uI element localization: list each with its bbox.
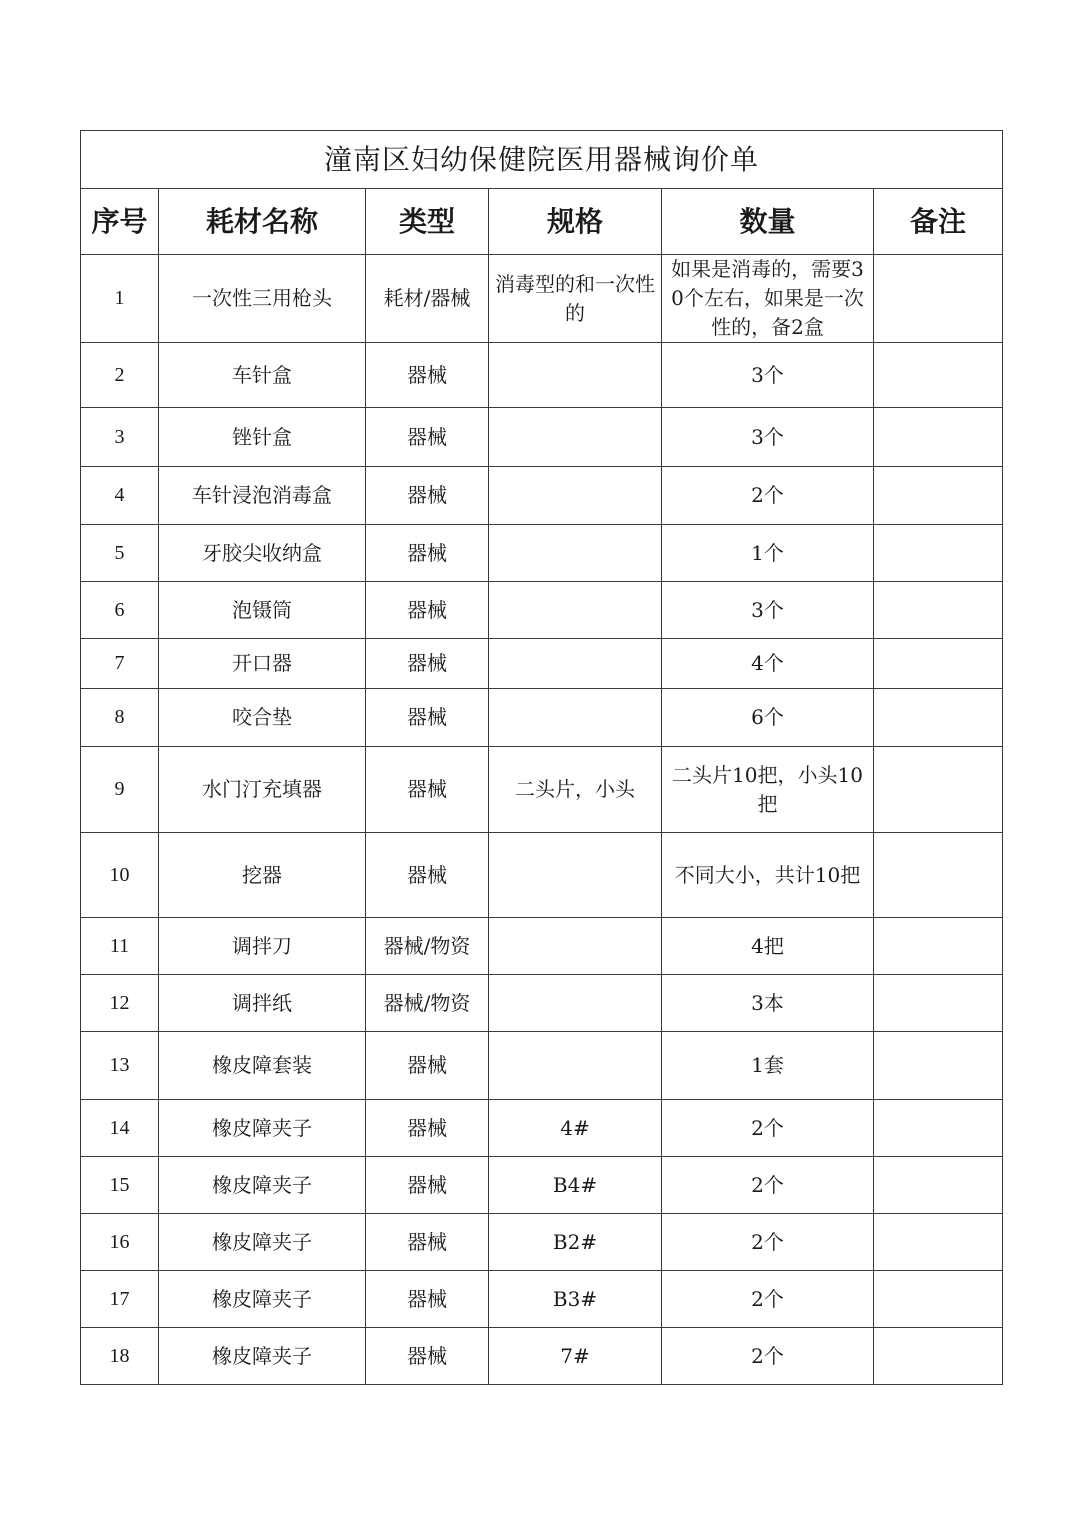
cell-spec: 7# [489,1328,662,1385]
cell-spec [489,639,662,689]
cell-note [874,1214,1003,1271]
table-row [81,408,1003,467]
cell-no: 5 [81,525,159,582]
cell-qty: 2个 [662,467,874,525]
cell-name: 泡镊筒 [159,582,366,639]
header-spec: 规格 [489,189,662,255]
cell-qty: 2个 [662,1100,874,1157]
inquiry-sheet [80,130,1002,1385]
cell-no: 6 [81,582,159,639]
cell-qty: 1个 [662,525,874,582]
cell-no: 4 [81,467,159,525]
cell-type: 器械 [366,343,489,408]
cell-note [874,1157,1003,1214]
cell-name: 咬合垫 [159,689,366,747]
cell-type: 器械 [366,1214,489,1271]
cell-no: 9 [81,747,159,833]
cell-note [874,408,1003,467]
inquiry-table [80,130,1003,1385]
cell-qty: 3个 [662,343,874,408]
cell-name: 橡皮障夹子 [159,1328,366,1385]
cell-no: 15 [81,1157,159,1214]
cell-name: 调拌纸 [159,975,366,1032]
header-note: 备注 [874,189,1003,255]
cell-no: 1 [81,255,159,343]
cell-qty: 二头片10把，小头10把 [662,747,874,833]
cell-name: 橡皮障夹子 [159,1214,366,1271]
cell-name: 锉针盒 [159,408,366,467]
cell-spec [489,689,662,747]
cell-note [874,747,1003,833]
cell-qty: 3个 [662,582,874,639]
table-row [81,343,1003,408]
cell-no: 16 [81,1214,159,1271]
cell-type: 耗材/器械 [366,255,489,343]
cell-note [874,1271,1003,1328]
cell-qty: 3个 [662,408,874,467]
table-body [81,255,1003,1385]
cell-name: 水门汀充填器 [159,747,366,833]
cell-spec: 4# [489,1100,662,1157]
table-row [81,1100,1003,1157]
cell-spec [489,918,662,975]
cell-no: 3 [81,408,159,467]
cell-qty: 2个 [662,1214,874,1271]
table-title: 潼南区妇幼保健院医用器械询价单 [81,131,1003,189]
cell-spec [489,408,662,467]
cell-spec [489,833,662,918]
cell-note [874,918,1003,975]
title-row [81,131,1003,189]
table-row [81,975,1003,1032]
cell-note [874,975,1003,1032]
table-row [81,582,1003,639]
cell-type: 器械 [366,467,489,525]
cell-qty: 2个 [662,1271,874,1328]
cell-spec [489,975,662,1032]
cell-qty: 2个 [662,1328,874,1385]
cell-name: 橡皮障套装 [159,1032,366,1100]
cell-name: 车针浸泡消毒盒 [159,467,366,525]
header-type: 类型 [366,189,489,255]
cell-type: 器械 [366,689,489,747]
table-row [81,639,1003,689]
cell-note [874,255,1003,343]
cell-note [874,343,1003,408]
cell-no: 2 [81,343,159,408]
cell-note [874,689,1003,747]
cell-no: 13 [81,1032,159,1100]
cell-qty: 4个 [662,639,874,689]
cell-type: 器械 [366,408,489,467]
cell-note [874,1100,1003,1157]
cell-qty: 不同大小，共计10把 [662,833,874,918]
cell-no: 11 [81,918,159,975]
cell-spec [489,1032,662,1100]
header-no: 序号 [81,189,159,255]
cell-type: 器械 [366,833,489,918]
table-row [81,467,1003,525]
cell-spec [489,467,662,525]
cell-no: 12 [81,975,159,1032]
table-row [81,833,1003,918]
cell-type: 器械 [366,747,489,833]
cell-name: 车针盒 [159,343,366,408]
cell-type: 器械 [366,525,489,582]
cell-note [874,833,1003,918]
cell-type: 器械/物资 [366,918,489,975]
cell-name: 一次性三用枪头 [159,255,366,343]
cell-no: 17 [81,1271,159,1328]
cell-type: 器械 [366,1157,489,1214]
cell-name: 开口器 [159,639,366,689]
cell-spec: B2# [489,1214,662,1271]
cell-spec: B3# [489,1271,662,1328]
header-qty: 数量 [662,189,874,255]
cell-note [874,525,1003,582]
cell-no: 14 [81,1100,159,1157]
cell-type: 器械 [366,582,489,639]
table-row [81,1214,1003,1271]
cell-type: 器械 [366,1100,489,1157]
cell-no: 7 [81,639,159,689]
cell-qty: 4把 [662,918,874,975]
cell-qty: 如果是消毒的，需要30个左右，如果是一次性的，备2盒 [662,255,874,343]
cell-name: 挖器 [159,833,366,918]
cell-type: 器械 [366,639,489,689]
cell-name: 橡皮障夹子 [159,1271,366,1328]
table-row [81,1328,1003,1385]
header-row [81,189,1003,255]
cell-spec: B4# [489,1157,662,1214]
cell-name: 橡皮障夹子 [159,1157,366,1214]
cell-spec [489,525,662,582]
table-row [81,689,1003,747]
cell-name: 橡皮障夹子 [159,1100,366,1157]
cell-name: 牙胶尖收纳盒 [159,525,366,582]
table-row [81,747,1003,833]
cell-no: 8 [81,689,159,747]
cell-spec: 二头片，小头 [489,747,662,833]
cell-note [874,1328,1003,1385]
cell-type: 器械 [366,1328,489,1385]
cell-name: 调拌刀 [159,918,366,975]
cell-qty: 2个 [662,1157,874,1214]
cell-type: 器械 [366,1271,489,1328]
table-row [81,1157,1003,1214]
cell-qty: 3本 [662,975,874,1032]
table-row [81,1032,1003,1100]
cell-note [874,467,1003,525]
cell-note [874,582,1003,639]
cell-note [874,639,1003,689]
cell-type: 器械 [366,1032,489,1100]
table-row [81,255,1003,343]
cell-note [874,1032,1003,1100]
cell-spec [489,582,662,639]
cell-no: 18 [81,1328,159,1385]
cell-qty: 6个 [662,689,874,747]
header-name: 耗材名称 [159,189,366,255]
cell-type: 器械/物资 [366,975,489,1032]
cell-no: 10 [81,833,159,918]
cell-spec [489,343,662,408]
table-row [81,918,1003,975]
table-row [81,1271,1003,1328]
table-row [81,525,1003,582]
cell-spec: 消毒型的和一次性的 [489,255,662,343]
cell-qty: 1套 [662,1032,874,1100]
